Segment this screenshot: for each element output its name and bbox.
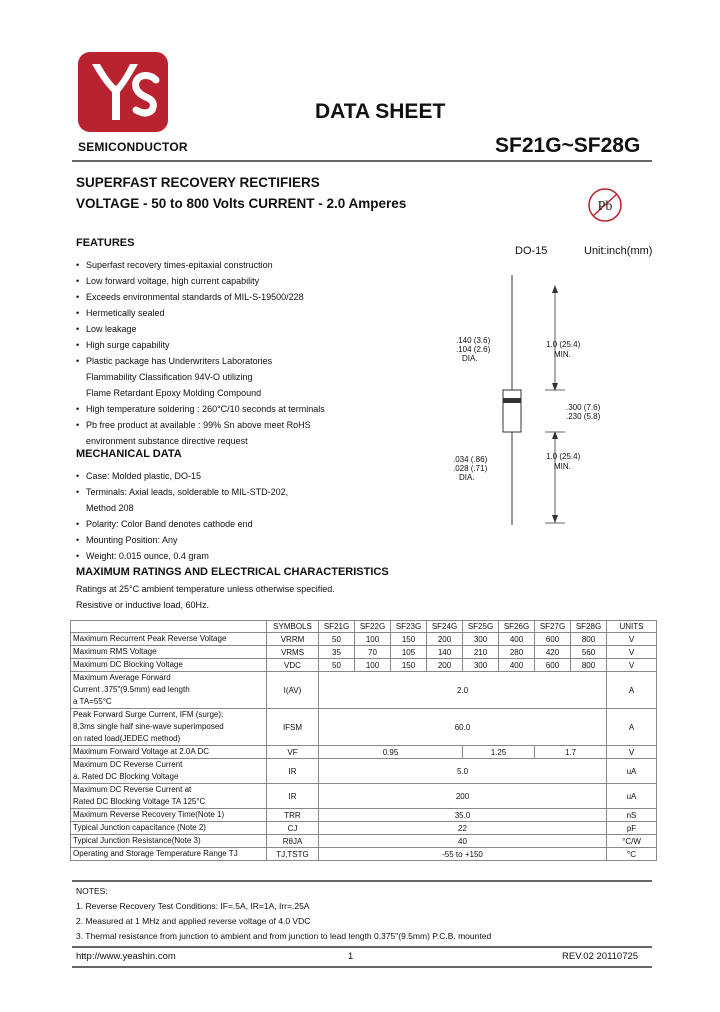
footer-bottom-rule [72, 966, 652, 968]
product-title: SUPERFAST RECOVERY RECTIFIERS [76, 175, 320, 190]
header-rule [72, 160, 652, 162]
product-subtitle: VOLTAGE - 50 to 800 Volts CURRENT - 2.0 Amperes [76, 196, 407, 211]
list-item: • Plastic package has Underwriters Laboratories [76, 353, 376, 369]
table-header: SF24G [427, 621, 463, 633]
features-list [76, 257, 376, 449]
company-name: SEMICONDUCTOR [78, 140, 188, 154]
list-item: Method 208 [86, 503, 134, 513]
list-item: • Superfast recovery times-epitaxial construction [76, 257, 376, 273]
ratings-condition-2: Resistive or inductive load, 60Hz. [76, 600, 210, 610]
table-cell [71, 621, 267, 633]
package-name: DO-15 [515, 245, 548, 257]
list-item: • Terminals: Axial leads, solderable to MIL-STD-202, [76, 484, 376, 500]
pb-free-icon [585, 185, 625, 225]
notes-heading: NOTES: [76, 886, 108, 896]
table-header: UNITS [607, 621, 657, 633]
table-row: Maximum DC Reverse Current at Rated DC Blocking Voltage TA 125°C IR 200 uA [71, 784, 657, 809]
dim-bottom-lead-length: 1.0 (25.4) MIN. [546, 452, 581, 471]
features-heading: FEATURES [76, 237, 135, 249]
unit-label: Unit:inch(mm) [584, 245, 653, 257]
table-header-row [71, 621, 657, 633]
note-item: 2. Measured at 1 MHz and applied reverse voltage of 4.0 VDC [76, 916, 311, 926]
list-item: • Low leakage [76, 321, 376, 337]
part-number-range: SF21G~SF28G [495, 134, 641, 157]
list-item: Flammability Classification 94V-O utilizing [86, 372, 253, 382]
mechanical-list [76, 468, 376, 564]
footer-rule [72, 946, 652, 948]
company-logo [78, 52, 168, 132]
table-row: Maximum DC Reverse Current a. Rated DC Blocking Voltage IR 5.0 uA [71, 759, 657, 784]
table-header: SF26G [499, 621, 535, 633]
list-item: • Case: Molded plastic, DO-15 [76, 468, 376, 484]
notes-section [76, 884, 491, 944]
list-item: • Exceeds environmental standards of MIL-S-19500/228 [76, 289, 376, 305]
table-row: Maximum DC Blocking Voltage VDC 50 100 150 200 300 400 600 800 V [71, 659, 657, 672]
table-header: SF27G [535, 621, 571, 633]
note-item: 3. Thermal resistance from junction to ambient and from junction to lead length 0.375"(9.5mm) P.C.B. mounted [76, 931, 492, 941]
dim-lead-diameter: .034 (.86) .028 (.71) DIA. [453, 455, 488, 482]
ratings-table [70, 620, 657, 861]
pb-label: Pb [597, 199, 613, 214]
table-row: Maximum Reverse Recovery Time(Note 1) TRR 35.0 nS [71, 809, 657, 822]
logo-mark [78, 52, 168, 132]
list-item: • Polarity: Color Band denotes cathode end [76, 516, 376, 532]
revision-label: REV.02 20110725 [562, 951, 639, 962]
document-title: DATA SHEET [315, 100, 446, 123]
list-item: • Weight: 0.015 ounce, 0.4 gram [76, 548, 376, 564]
note-item: 1. Reverse Recovery Test Conditions: IF=.5A, IR=1A, Irr=.25A [76, 901, 310, 911]
list-item: Flame Retardant Epoxy Molding Compound [86, 388, 262, 398]
table-header: SF22G [355, 621, 391, 633]
do15-package-drawing [440, 265, 640, 535]
table-row: Maximum RMS Voltage VRMS 35 70 105 140 210 280 420 560 V [71, 646, 657, 659]
table-header: SF21G [319, 621, 355, 633]
table-row: Typical Junction Resistance(Note 3) RθJA 40 °C/W [71, 835, 657, 848]
list-item: • Hermetically sealed [76, 305, 376, 321]
list-item: • Pb free product at available : 99% Sn above meet RoHS [76, 417, 376, 433]
table-header: SF25G [463, 621, 499, 633]
table-row: Maximum Average Forward Current .375"(9.5mm) ead length a TA=55°C I(AV) 2.0 A [71, 672, 657, 709]
list-item: environment substance directive request [86, 436, 248, 446]
table-row: Maximum Forward Voltage at 2.0A DC VF 0.95 1.25 1.7 V [71, 746, 657, 759]
table-header: SF28G [571, 621, 607, 633]
dim-body-diameter: .140 (3.6) .104 (2.6) DIA. [456, 336, 491, 363]
table-row: Operating and Storage Temperature Range TJ TJ,TSTG -55 to +150 °C [71, 848, 657, 861]
table-row: Typical Junction capacitance (Note 2) CJ 22 pF [71, 822, 657, 835]
table-header: SF23G [391, 621, 427, 633]
dim-top-lead-length: 1.0 (25.4) MIN. [546, 340, 581, 359]
ratings-condition-1: Ratings at 25°C ambient temperature unless otherwise specified. [76, 584, 335, 594]
list-item: • High temperature soldering : 260°C/10 seconds at terminals [76, 401, 376, 417]
footer-url[interactable]: http://www.yeashin.com [76, 951, 176, 962]
table-row: Peak Forward Surge Current, IFM (surge): 8.3ms single half sine-wave superimposed on rated load(JEDEC method) IFSM 60.0 A [71, 709, 657, 746]
dim-body-length: .300 (7.6) .230 (5.8) [566, 403, 601, 421]
page-number: 1 [348, 951, 354, 962]
list-item: • Low forward voltage, high current capability [76, 273, 376, 289]
table-row: Maximum Recurrent Peak Reverse Voltage VRRM 50 100 150 200 300 400 600 800 V [71, 633, 657, 646]
ratings-heading: MAXIMUM RATINGS AND ELECTRICAL CHARACTERISTICS [76, 566, 389, 578]
list-item: • High surge capability [76, 337, 376, 353]
mechanical-heading: MECHANICAL DATA [76, 448, 182, 460]
table-header: SYMBOLS [267, 621, 319, 633]
list-item: • Mounting Position: Any [76, 532, 376, 548]
notes-rule [72, 880, 652, 882]
